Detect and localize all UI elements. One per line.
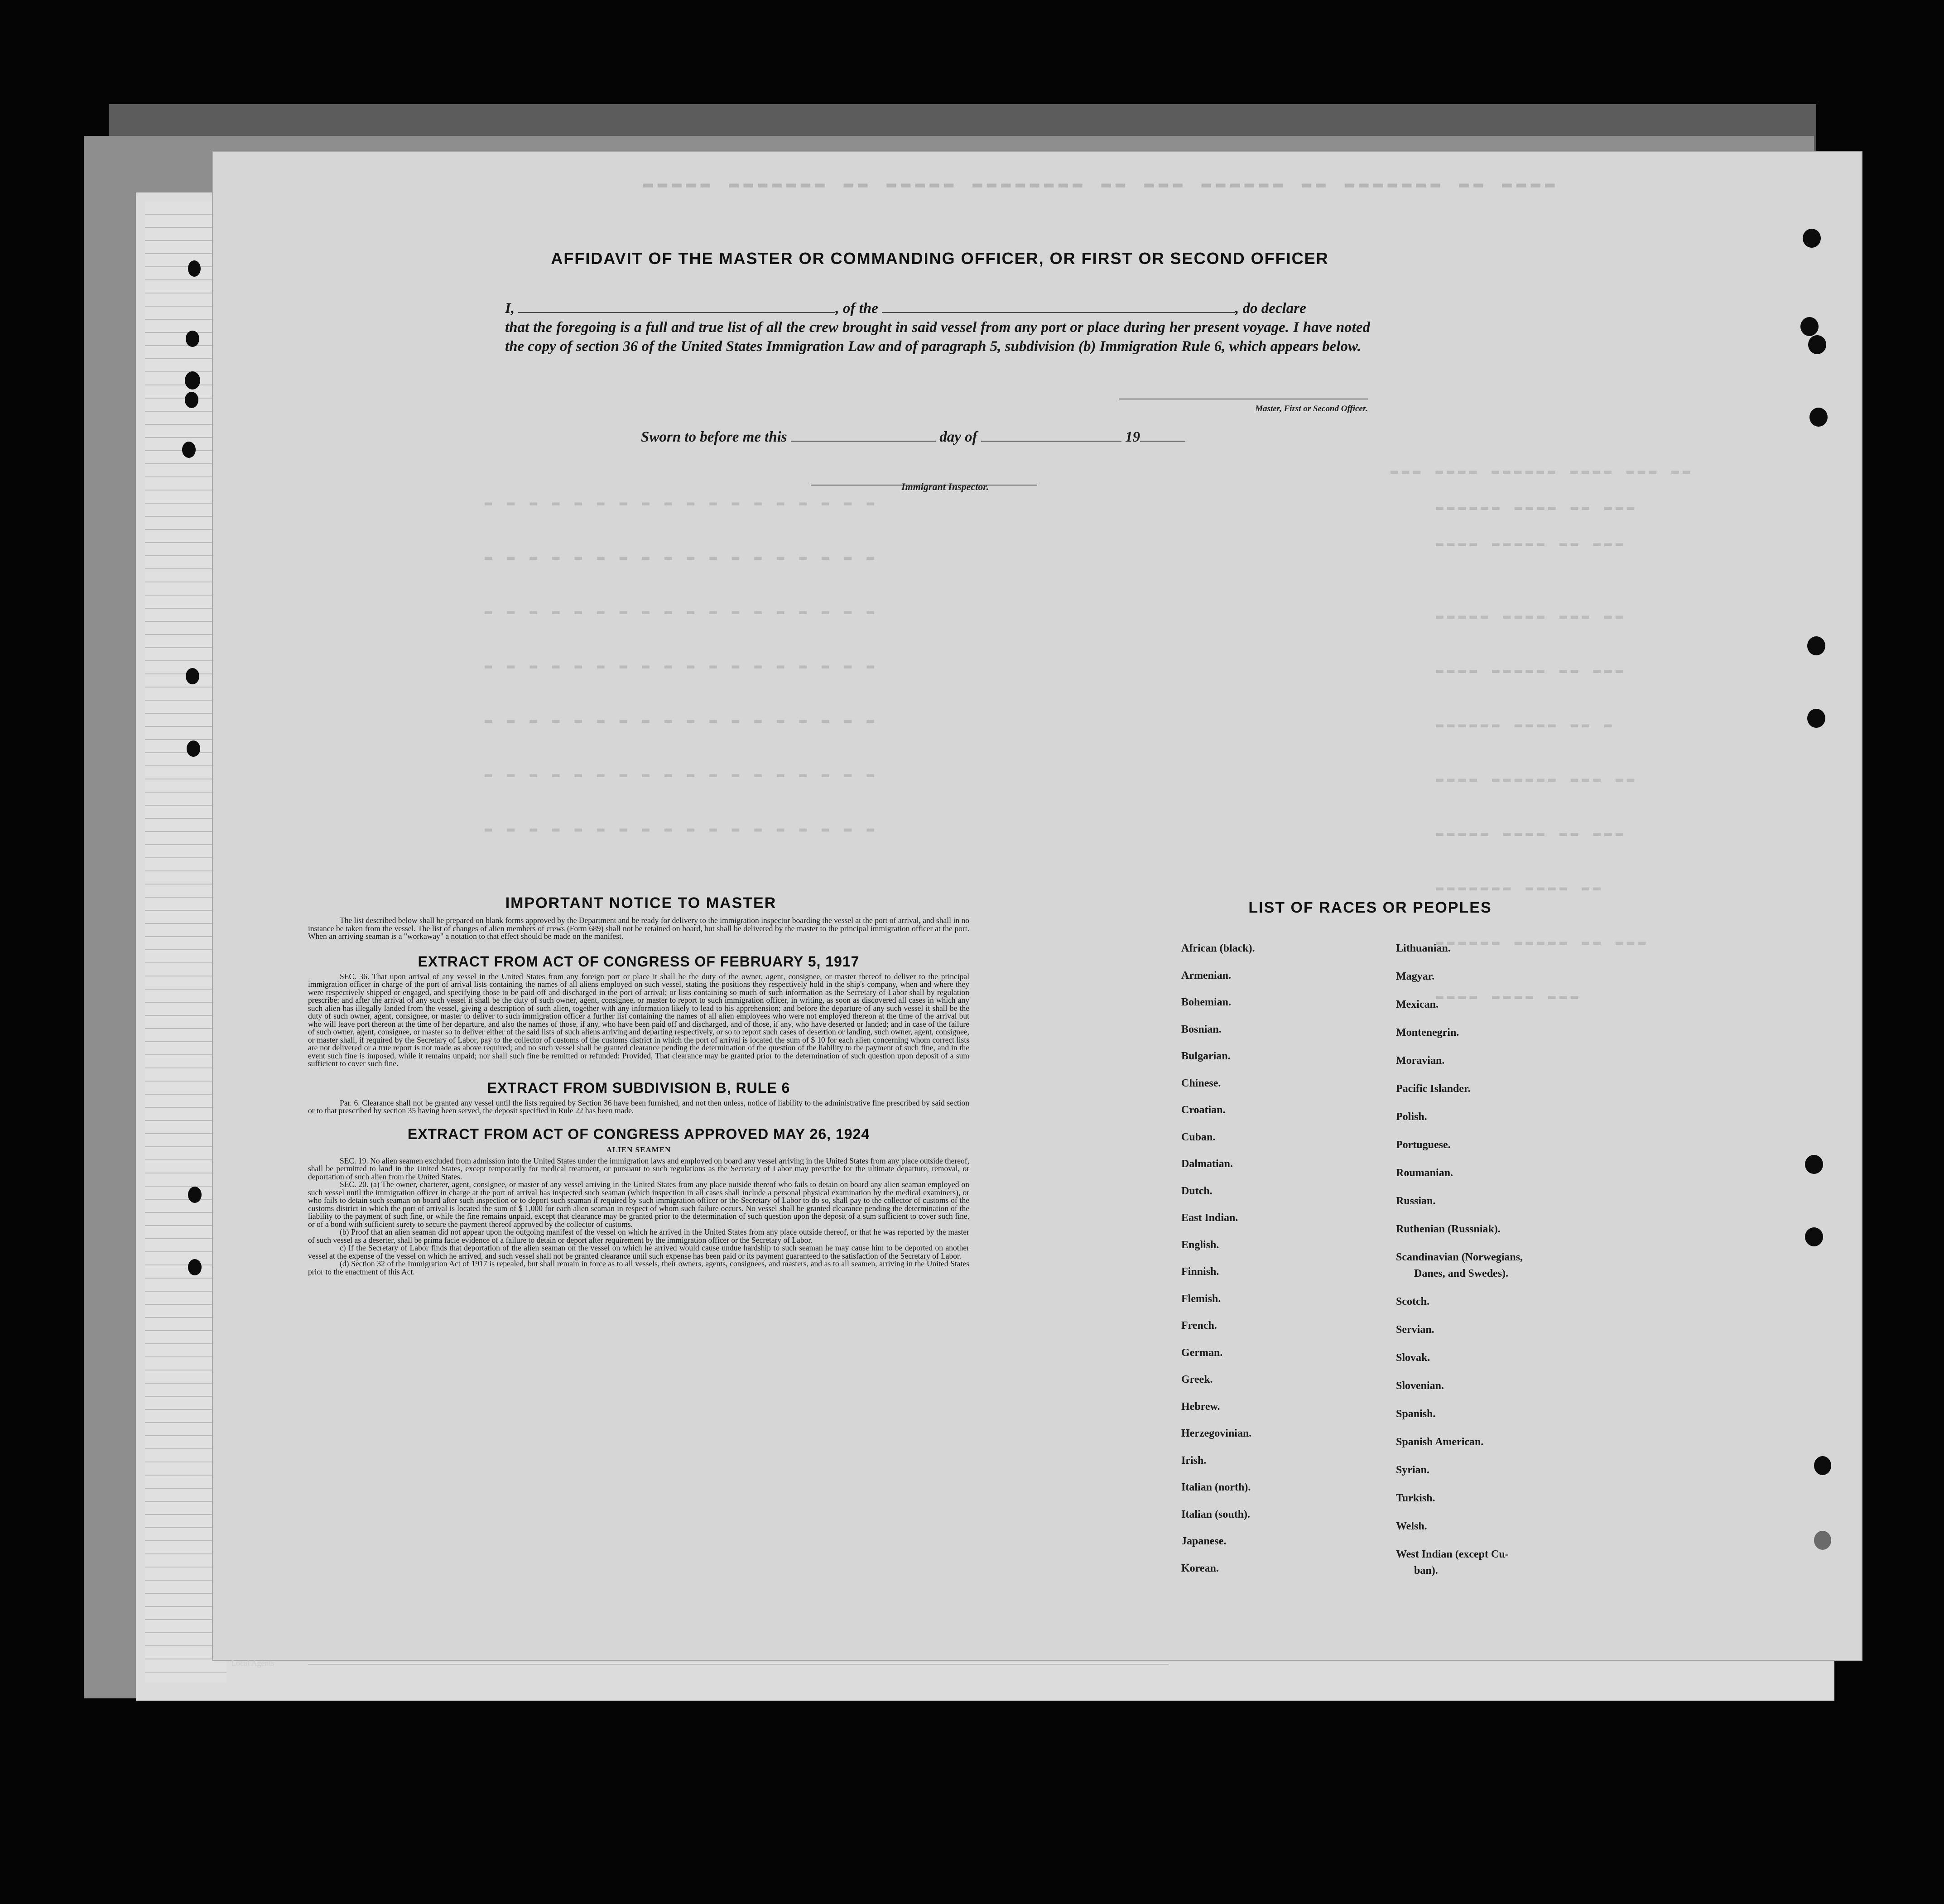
punch-hole [182,442,196,458]
local-agents-label: Local Agents [231,1659,274,1668]
race-item: Syrian. [1396,1464,1430,1476]
bleed-through-text: ▬▬▬▬▬ ▬▬▬▬ ▬▬▬ ▬▬ [1436,609,1627,623]
affidavit-of-the: , of the [835,300,878,317]
vessel-blank[interactable] [882,299,1235,313]
bleed-through-text: ▬▬▬▬▬▬ ▬▬▬▬ ▬▬ ▬ [1436,718,1616,732]
extract-1917-title: EXTRACT FROM ACT OF CONGRESS OF FEBRUARY 5, 1917 [418,953,860,970]
race-item: Turkish. [1396,1492,1435,1504]
bleed-through-text: ▬▬▬▬▬▬ ▬▬▬▬ ▬▬ ▬▬▬ [1436,500,1638,514]
punch-hole [186,331,199,347]
race-item: Chinese. [1181,1077,1221,1089]
race-item: African (black). [1181,942,1255,954]
punch-hole [1808,335,1826,354]
punch-hole [185,371,200,389]
race-item: Welsh. [1396,1520,1427,1532]
race-item: Armenian. [1181,969,1231,981]
race-item: Croatian. [1181,1104,1226,1116]
race-item: Spanish American. [1396,1436,1484,1448]
bleed-through-text: ▬ ▬ ▬ ▬ ▬ ▬ ▬ ▬ ▬ ▬ ▬ ▬ ▬ ▬ ▬ ▬ ▬ ▬ [485,659,878,673]
punch-hole [188,260,201,277]
race-item: Bosnian. [1181,1023,1222,1035]
name-blank[interactable] [518,299,835,313]
race-item: Ruthenian (Russniak). [1396,1223,1501,1235]
race-item: German. [1181,1346,1223,1359]
sworn-day-of: day of [939,429,977,445]
race-item: Cuban. [1181,1131,1216,1143]
notice-title: IMPORTANT NOTICE TO MASTER [505,894,777,912]
punch-hole [1800,317,1819,336]
race-item: Portuguese. [1396,1139,1451,1151]
bleed-through-text: ▬▬▬▬ ▬▬▬▬▬ ▬▬ ▬▬▬ [1436,664,1627,678]
race-item: Korean. [1181,1562,1219,1574]
race-item: English. [1181,1239,1219,1251]
race-item: Lithuanian. [1396,942,1451,954]
race-item: Flemish. [1181,1293,1221,1305]
affidavit-statement: that the foregoing is a full and true list of all the crew brought in said vessel from any port or place during her present voyage. I have noted the copy of section 36 of the United States Immigration Law and of paragraph 5, subdivision (b) Immigration Rule 6, which appears below. [505,319,1370,355]
alien-seamen-subtitle: ALIEN SEAMEN [606,1145,671,1154]
section-20d-paragraph: (d) Section 32 of the Immigration Act of 1917 is repealed, but shall remain in force as to all vessels, their owners, agents, consignees, and masters, and as to all seamen, arriving in the United States prior to the enactment of this Act. [308,1259,969,1276]
race-item: Dutch. [1181,1185,1213,1197]
races-title: LIST OF RACES OR PEOPLES [1248,899,1492,916]
bleed-through-text: ▬▬▬▬▬▬▬ ▬▬▬▬ ▬▬ [1436,881,1605,895]
punch-hole [188,1259,202,1275]
affidavit-do-declare: , do declare [1235,300,1306,317]
race-item: Finnish. [1181,1266,1219,1278]
race-item: Irish. [1181,1454,1207,1466]
signature-label: Master, First or Second Officer. [1255,404,1368,413]
extract-rule-6-title: EXTRACT FROM SUBDIVISION B, RULE 6 [487,1079,790,1096]
race-item: Pacific Islander. [1396,1083,1471,1095]
race-item: Spanish. [1396,1408,1436,1420]
race-item: Italian (south). [1181,1508,1251,1520]
affidavit-title: AFFIDAVIT OF THE MASTER OR COMMANDING OFFICER, OR FIRST OR SECOND OFFICER [551,249,1329,268]
race-item: Bohemian. [1181,996,1232,1008]
race-item: Dalmatian. [1181,1158,1233,1170]
section-36-paragraph: SEC. 36. That upon arrival of any vessel in the United States from any foreign port or place it shall be the duty of the owner, agent, consignee, or master thereof to deliver to the principal immigration officer in charge of the port of arrival lists containing the names of all aliens employed on such vessel, stating the positions they respectively hold in the ship's company, when and where they were respectively shipped or engaged, and specifying those to be paid off and discharged in the port of arrival; or lists containing so much of such information as the Secretary of Labor shall by regulation prescribe; and after the arrival of any such vessel it shall be the duty of such owner, agent, consignee, or master to report to such immigration officer, in writing, as soon as discovered all cases in which any such alien has illegally landed from the vessel, giving a description of such alien, together with any information likely to lead to his apprehension; and before the departure of any such vessel it shall be the duty of such owner, agent, consignee, or master to deliver to such immigration officer a further list containing the names of all alien employees who were not employed thereon at the time of the arrival but who will leave port thereon at the time of her departure, and also the names of those, if any, who have been paid off and discharged, and of those, if any, who have deserted or landed; and in case of the failure of such owner, agent, consignee, or master so to deliver either of the said lists of such aliens arriving and departing respectively, or so to report such cases of desertion or landing, such owner, agent, consignee, or master shall, if required by the Secretary of Labor, pay to the collector of customs of the customs district in which the port of arrival is located the sum of $ 10 for each alien concerning whom correct lists are not delivered or a true report is not made as above required; and no such vessel shall be granted clearance pending the determination of the question of the liability to the payment of such fine, and in the event such fine is imposed, while it remains unpaid; nor shall such fine be remitted or refunded: Provided, That clearance may be granted prior to the determination of such question upon deposit of a sum sufficient to cover such fine. [308,971,969,1068]
bleed-through-text: ▬ ▬ ▬ ▬ ▬ ▬ ▬ ▬ ▬ ▬ ▬ ▬ ▬ ▬ ▬ ▬ ▬ ▬ [485,713,878,727]
section-20a-paragraph: SEC. 20. (a) The owner, charterer, agent, consignee, or master of any vessel arriving in the United States from any place outside thereof who fails to detain on board any alien seaman employed on such vessel until the immigration officer in charge at the port of arrival has inspected such seaman (which inspection in all cases shall include a personal physical examination by the medical examiners), or who fails to detain such seaman on board after such inspection or to deport such seaman if required by such immigration officer or the Secretary of Labor to do so, shall pay to the collector of customs of the customs district in which the port of arrival is located the sum of $ 1,000 for each alien seaman in respect of whom such failure occurs. No vessel shall be granted clearance pending the determination of the liability to the payment of such fine, or while the fine remains unpaid, except that clearance may be granted prior to the determination of such question upon the deposit of a sum sufficient to cover such fine, or of a bond with sufficient surety to secure the payment thereof approved by the collector of customs. [308,1180,969,1229]
punch-hole [185,392,198,408]
day-blank[interactable] [791,428,936,442]
race-item: Scotch. [1396,1296,1429,1308]
race-item: Bulgarian. [1181,1050,1231,1062]
race-item: West Indian (except Cu- [1396,1548,1509,1560]
bleed-through-text: ▬▬▬▬ ▬▬▬▬▬ ▬▬ ▬▬▬ [1436,537,1627,551]
bleed-through-text: ▬▬▬ ▬▬▬▬ ▬▬▬▬▬▬ ▬▬▬▬ ▬▬▬ ▬▬ [1391,464,1694,478]
punch-hole [187,740,200,757]
bleed-through-text: ▬ ▬ ▬ ▬ ▬ ▬ ▬ ▬ ▬ ▬ ▬ ▬ ▬ ▬ ▬ ▬ ▬ ▬ [485,768,878,782]
bleed-through-text: ▬▬▬▬ ▬▬▬▬ ▬▬▬ [1436,990,1582,1004]
punch-hole [1814,1531,1831,1550]
race-item: Servian. [1396,1324,1434,1336]
race-item: Slovenian. [1396,1380,1444,1392]
race-item: Hebrew. [1181,1400,1220,1413]
section-20b-paragraph: (b) Proof that an alien seaman did not appear upon the outgoing manifest of the vessel on which he arrived in the United States from any place outside thereof, or that he was reported by the master of such vessel as a deserter, shall be prima facie evidence of a failure to detain or deport after requirement by the immigration officer or the Secretary of Labor. [308,1227,969,1245]
bleed-through-text: ▬▬▬▬▬ ▬▬▬▬▬▬▬ ▬▬ ▬▬▬▬▬ ▬▬▬▬▬▬▬▬ ▬▬ ▬▬▬ ▬▬▬▬▬▬ ▬▬ ▬▬▬▬▬▬▬ ▬▬ ▬▬▬▬ [643,174,1559,193]
punch-hole [1809,408,1828,427]
extract-1917-text [308,973,969,1068]
sworn-year: 19 [1125,429,1140,445]
punch-hole [1807,636,1825,655]
sworn-statement [641,428,1230,446]
affidavit-declaration-line [505,299,1370,318]
race-item: Scandinavian (Norwegians, [1396,1251,1523,1263]
punch-hole [1803,229,1821,248]
bleed-through-text: ▬▬▬▬ ▬▬▬▬▬▬ ▬▬▬ ▬▬ [1436,772,1638,786]
race-item: East Indian. [1181,1212,1238,1224]
bleed-through-text: ▬ ▬ ▬ ▬ ▬ ▬ ▬ ▬ ▬ ▬ ▬ ▬ ▬ ▬ ▬ ▬ ▬ ▬ [485,605,878,619]
punch-hole [1805,1155,1823,1174]
section-19-paragraph: SEC. 19. No alien seamen excluded from admission into the United States under the immigration laws and employed on board any vessel arriving in the United States from any place outside thereof, shall be permitted to land in the United States, except temporarily for medical treatment, or pursuant to such regulations as the Secretary of Labor may prescribe for the ultimate departure, removal, or deportation of such alien from the United States. [308,1156,969,1181]
race-item: Japanese. [1181,1535,1227,1547]
extract-1924-title: EXTRACT FROM ACT OF CONGRESS APPROVED MAY 26, 1924 [407,1125,870,1142]
affidavit-i: I, [505,300,515,317]
bleed-through-text: ▬ ▬ ▬ ▬ ▬ ▬ ▬ ▬ ▬ ▬ ▬ ▬ ▬ ▬ ▬ ▬ ▬ ▬ [485,822,878,836]
race-item: ban). [1414,1565,1438,1577]
bleed-through-text: ▬▬▬▬▬ ▬▬▬▬ ▬▬ ▬▬▬ [1436,827,1627,841]
race-item: Russian. [1396,1195,1436,1207]
paragraph-6: Par. 6. Clearance shall not be granted any vessel until the lists required by Section 36 have been furnished, and not then unless, notice of liability to the administrative fine prescribed by said section or to that prescribed by section 35 having been served, the deposit specified in Rule 22 has been made. [308,1098,969,1115]
race-item: Italian (north). [1181,1481,1251,1493]
bleed-through-text: ▬▬▬▬▬▬ ▬▬▬▬▬ ▬▬ ▬▬▬ [1436,935,1650,949]
race-item: Polish. [1396,1111,1427,1123]
extract-rule-6-text [308,1099,969,1115]
notice-text [308,917,969,941]
legal-notices [308,894,969,1276]
race-item: Moravian. [1396,1055,1445,1067]
race-item: Greek. [1181,1374,1213,1385]
year-blank[interactable] [1140,428,1185,442]
punch-hole [1814,1456,1831,1475]
sworn-text: Sworn to before me this [641,429,787,445]
race-item: Magyar. [1396,971,1435,982]
punch-hole [188,1187,202,1203]
race-item: French. [1181,1320,1217,1332]
punch-hole [1807,709,1825,728]
race-item: Roumanian. [1396,1167,1453,1179]
notice-paragraph: The list described below shall be prepared on blank forms approved by the Department and be ready for delivery to the immigration inspector boarding the vessel at the port of arrival, and shall in no instance be taken from the vessel. The list of changes of alien members of crews (Form 689) shall not be retained on board, but shall be delivered by the master to the principal immigration officer at the port. When an arriving seaman is a "workaway" a notation to that effect should be made on the manifest. [308,916,969,941]
race-item: Slovak. [1396,1352,1430,1364]
affidavit-body [505,299,1370,356]
bleed-through-text: ▬ ▬ ▬ ▬ ▬ ▬ ▬ ▬ ▬ ▬ ▬ ▬ ▬ ▬ ▬ ▬ ▬ ▬ [485,496,878,510]
punch-hole [1805,1227,1823,1246]
race-item: Danes, and Swedes). [1414,1268,1509,1279]
punch-hole [186,668,199,684]
extract-1924-text [308,1157,969,1276]
month-blank[interactable] [981,428,1121,442]
race-item: Montenegrin. [1396,1027,1459,1039]
race-item: Mexican. [1396,999,1439,1010]
section-20c-paragraph: c) If the Secretary of Labor finds that deportation of the alien seaman on the vessel on which he arrived would cause undue hardship to such seaman he may cause him to be deported on another vessel at the expense of the vessel on which he arrived, and such vessel shall not be granted clearance until such expense has been paid or its payment guaranteed to the satisfaction of the Secretary of Labor. [308,1243,969,1260]
inspector-label: Immigrant Inspector. [901,481,989,492]
bleed-through-text: ▬ ▬ ▬ ▬ ▬ ▬ ▬ ▬ ▬ ▬ ▬ ▬ ▬ ▬ ▬ ▬ ▬ ▬ [485,550,878,564]
race-item: Herzegovinian. [1181,1428,1252,1439]
